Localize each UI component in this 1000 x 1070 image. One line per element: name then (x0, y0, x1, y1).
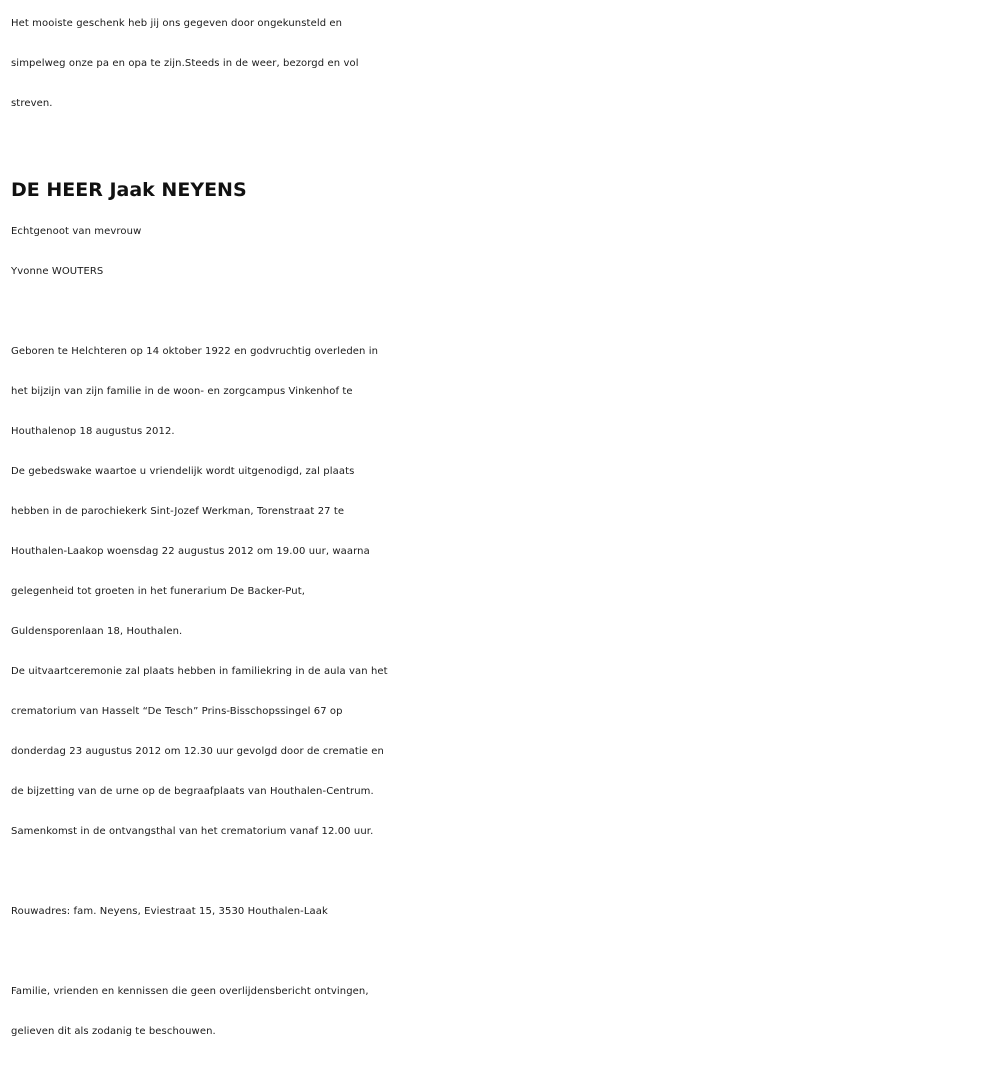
details-line: Samenkomst in de ontvangsthal van het crematorium vanaf 12.00 uur. (11, 826, 374, 837)
spacer (11, 852, 996, 892)
deceased-header (11, 168, 996, 292)
spacer (11, 292, 996, 332)
details-line: hebben in de parochiekerk Sint-Jozef Werkman, Torenstraat 27 te (11, 506, 345, 517)
details-line: het bijzijn van zijn familie in de woon- en zorgcampus Vinkenhof te (11, 386, 353, 397)
details-line: gelegenheid tot groeten in het funerarium De Backer-Put, (11, 586, 305, 597)
intro-paragraph (11, 4, 996, 124)
details-line: crematorium van Hasselt “De Tesch” Prins-Bisschopssingel 67 op (11, 706, 343, 717)
spacer (11, 124, 996, 168)
address-paragraph (11, 892, 996, 932)
details-line: de bijzetting van de urne op de begraafplaats van Houthalen-Centrum. (11, 786, 374, 797)
spacer (11, 932, 996, 972)
details-paragraph (11, 332, 996, 852)
details-line: De gebedswake waartoe u vriendelijk wordt uitgenodigd, zal plaats (11, 466, 355, 477)
intro-line: Het mooiste geschenk heb jij ons gegeven door ongekunsteld en (11, 18, 343, 29)
details-line: Houthalenop 18 augustus 2012. (11, 426, 175, 437)
deceased-name-title: DE HEER Jaak NEYENS (11, 179, 247, 201)
details-line: De uitvaartceremonie zal plaats hebben in familiekring in de aula van het (11, 666, 388, 677)
intro-line: streven. (11, 98, 53, 109)
details-line: Houthalen-Laakop woensdag 22 augustus 2012 om 19.00 uur, waarna (11, 546, 370, 557)
obituary-notice (11, 4, 996, 1052)
mourning-address: Rouwadres: fam. Neyens, Eviestraat 15, 3530 Houthalen-Laak (11, 906, 328, 917)
details-line: Guldensporenlaan 18, Houthalen. (11, 626, 183, 637)
details-line: Geboren te Helchteren op 14 oktober 1922 en godvruchtig overleden in (11, 346, 379, 357)
details-line: donderdag 23 augustus 2012 om 12.30 uur gevolgd door de crematie en (11, 746, 384, 757)
closing-line: Familie, vrienden en kennissen die geen overlijdensbericht ontvingen, (11, 986, 369, 997)
spouse-line: Echtgenoot van mevrouw (11, 226, 142, 237)
spouse-name: Yvonne WOUTERS (11, 266, 104, 277)
closing-line: gelieven dit als zodanig te beschouwen. (11, 1026, 216, 1037)
closing-paragraph (11, 972, 996, 1052)
intro-line: simpelweg onze pa en opa te zijn.Steeds in de weer, bezorgd en vol (11, 58, 359, 69)
